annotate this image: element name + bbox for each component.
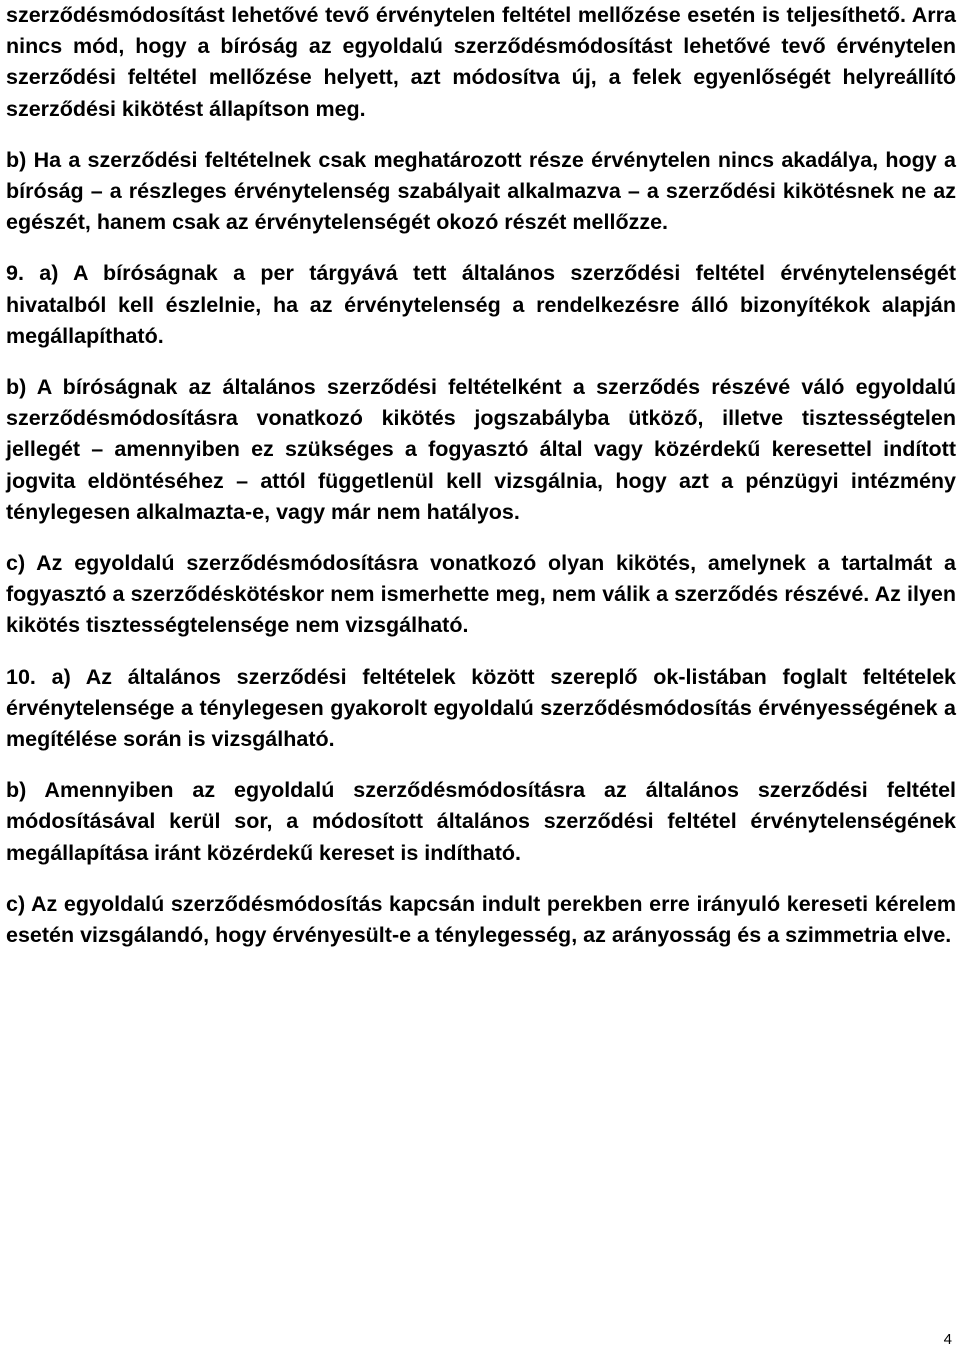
paragraph-continuation: szerződésmódosítást lehetővé tevő érvénytelen feltétel mellőzése esetén is teljesíthető. Arra nincs mód, hogy a bíróság az egyoldalú szerződésmódosítást lehetővé tevő érvénytelen szerződési feltétel mellőzése helyett, azt módosítva új, a felek egyenlőségét helyreállító szerződési kikötést állapítson meg. [6,3,956,121]
document-body [6,0,956,971]
page-number: 4 [943,1331,952,1348]
paragraph-10b: b) Amennyiben az egyoldalú szerződésmódosításra az általános szerződési feltétel módosításával kerül sor, a módosított általános szerződési feltétel érvénytelenségének megállapítása iránt közérdekű kereset is indítható. [6,778,956,865]
paragraph-9a: 9. a) A bíróságnak a per tárgyává tett általános szerződési feltétel érvénytelenségét hivatalból kell észlelnie, ha az érvénytelenség a rendelkezésre álló bizonyítékok alapján megállapítható. [6,261,956,348]
paragraph-9b: b) A bíróságnak az általános szerződési feltételként a szerződés részévé váló egyoldalú szerződésmódosításra vonatkozó kikötés jogszabályba ütköző, illetve tisztességtelen jellegét – amennyiben ez szükséges a fogyasztó által vagy közérdekű keresettel indított jogvita eldöntéséhez – attól függetlenül kell vizsgálnia, hogy azt a pénzügyi intézmény ténylegesen alkalmazta-e, vagy már nem hatályos. [6,375,956,524]
paragraph-9c: c) Az egyoldalú szerződésmódosításra vonatkozó olyan kikötés, amelynek a tartalmát a fogyasztó a szerződéskötéskor nem ismerhette meg, nem válik a szerződés részévé. Az ilyen kikötés tisztességtelensége nem vizsgálható. [6,551,956,638]
paragraph-10a: 10. a) Az általános szerződési feltételek között szereplő ok-listában foglalt feltételek érvénytelensége a ténylegesen gyakorolt egyoldalú szerződésmódosítás érvényességének a megítélése során is vizsgálható. [6,664,956,752]
paragraph-8b: b) Ha a szerződési feltételnek csak meghatározott része érvénytelen nincs akadálya, hogy a bíróság – a részleges érvénytelenség szabályait alkalmazva – a szerződési kikötésnek ne az egészét, hanem csak az érvénytelenségét okozó részét mellőzze. [6,147,956,235]
paragraph-10c: c) Az egyoldalú szerződésmódosítás kapcsán indult perekben erre irányuló kereseti kérelem esetén vizsgálandó, hogy érvényesült-e a ténylegesség, az arányosság és a szimmetria elve. [6,891,956,948]
